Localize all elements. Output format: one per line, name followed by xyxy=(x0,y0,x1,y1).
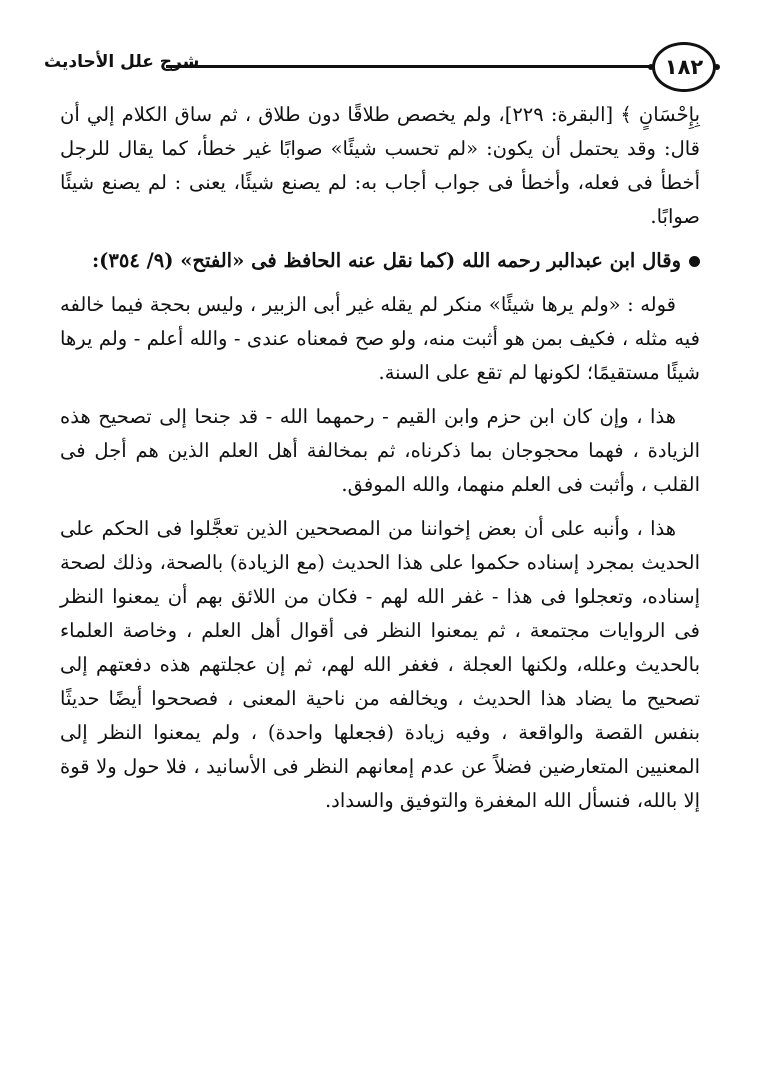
section-heading-text: وقال ابن عبدالبر رحمه الله (كما نقل عنه الحافظ فى «الفتح» (٩/ ٣٥٤): xyxy=(91,249,681,272)
paragraph-continuation: بِإِحْسَانٍ ﴾ [البقرة: ٢٢٩]، ولم يخصص طلاقًا دون طلاق ، ثم ساق الكلام إلي أن قال: وقد يحتمل أن يكون: «لم تحسب شيئًا» صوابًا غير خطأ، كما يقال للرجل أخطأ فى فعله، وأخطأ فى جواب أجاب به: لم يصنع شيئًا، يعنى : لم يصنع شيئًا صوابًا. xyxy=(60,103,700,228)
section-heading xyxy=(60,244,700,278)
paragraph-quote: قوله : «ولم يرها شيئًا» منكر لم يقله غير أبى الزبير ، وليس بحجة فيما خالفه فيه مثله ، فكيف بمن هو أثبت منه، ولو صح فمعناه عندى - والله أعلم - ولم يرها شيئًا مستقيمًا؛ لكونها لم تقع على السنة. xyxy=(60,293,700,384)
page-body xyxy=(60,98,700,818)
page-number: ١٨٢ xyxy=(664,55,704,79)
paragraph-note: هذا ، وأنبه على أن بعض إخواننا من المصححين الذين تعجَّلوا فى الحكم على الحديث بمجرد إسناده حكموا على هذا الحديث (مع الزيادة) بالصحة، وذلك لصحة إسناده، وتعجلوا فى هذا - غفر الله لهم - فكان من اللائق بهم أن يمعنوا النظر فى الروايات مجتمعة ، ثم يمعنوا النظر فى أقوال أهل العلم ، وخاصة العلماء بالحديث وعلله، ولكنها العجلة ، فغفر الله لهم، ثم إن عجلتهم هذه دفعتهم إلى تصحيح ما يضاد هذا الحديث ، ويخالفه من ناحية المعنى ، فصححوا أيضًا حديثًا بنفس القصة والواقعة ، وفيه زيادة (فجعلها واحدة) ، ولم يمعنوا النظر إلى المعنيين المتعارضين فضلاً عن عدم إمعانهم النظر فى الأسانيد ، فلا حول ولا قوة إلا بالله، فنسأل الله المغفرة والتوفيق والسداد. xyxy=(60,517,700,812)
page-header xyxy=(44,36,716,96)
bullet-icon xyxy=(689,256,700,267)
header-rule xyxy=(166,65,650,68)
page-number-badge xyxy=(652,42,716,92)
paragraph-discussion: هذا ، وإن كان ابن حزم وابن القيم - رحمهما الله - قد جنحا إلى تصحيح هذه الزيادة ، فهما محجوجان بما ذكرناه، ثم بمخالفة أهل العلم الذين هم أجل فى القلب ، وأثبت فى العلم منهما، والله الموفق. xyxy=(60,405,700,496)
running-title: شرح علل الأحاديث xyxy=(44,52,200,72)
